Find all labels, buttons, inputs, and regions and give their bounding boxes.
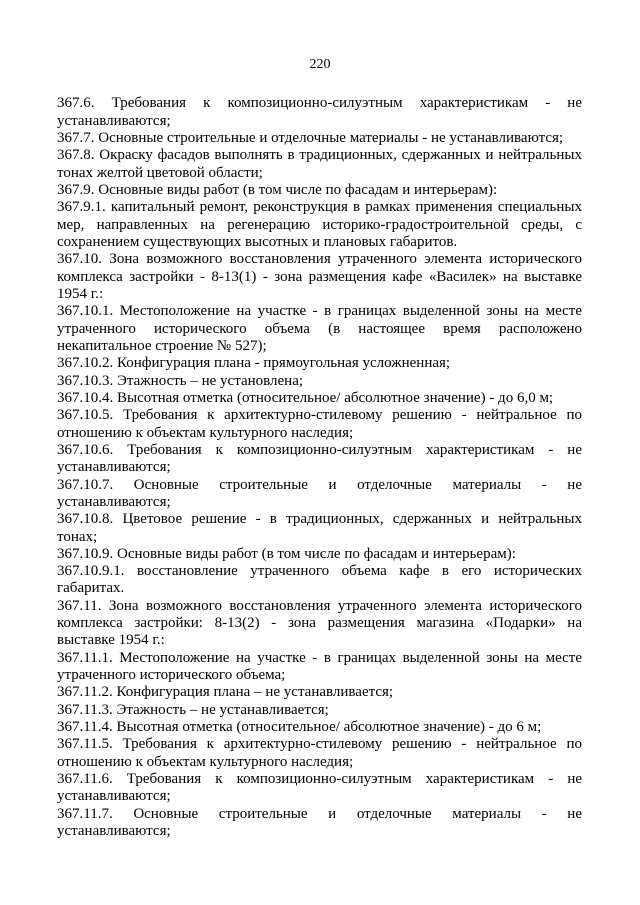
document-text-line: 367.10.1. Местоположение на участке - в границах выделенной зоны на месте xyxy=(57,303,582,320)
document-text-line: 367.10.4. Высотная отметка (относительное/ абсолютное значение) - до 6,0 м; xyxy=(57,389,554,406)
document-text-line: устанавливаются; xyxy=(57,112,171,129)
document-text-line: утраченного исторического объема (в настоящее время расположено xyxy=(57,320,582,337)
document-text-line: 367.9. Основные виды работ (в том числе по фасадам и интерьерам): xyxy=(57,181,498,198)
document-text-line: 367.11.5. Требования к архитектурно-стилевому решению - нейтральное по xyxy=(57,736,582,753)
document-text-line: отношению к объектам культурного наследия; xyxy=(57,753,354,770)
document-text-line: устанавливаются; xyxy=(57,459,171,476)
document-text-line: 367.11.4. Высотная отметка (относительное/ абсолютное значение) - до 6 м; xyxy=(57,719,542,736)
document-text-line: 367.10. Зона возможного восстановления утраченного элемента исторического xyxy=(57,251,582,268)
document-text-line: устанавливаются; xyxy=(57,493,171,510)
document-text-line: 367.11.6. Требования к композиционно-силуэтным характеристикам - не xyxy=(57,771,582,788)
document-text-line: комплекса застройки - 8-13(1) - зона размещения кафе «Василек» на выставке xyxy=(57,268,582,285)
document-text-line: некапитальное строение № 527); xyxy=(57,337,267,354)
document-text-line: мер, направленных на регенерацию историко-градостроительной среды, с xyxy=(57,216,582,233)
document-text-line: сохранением существующих высотных и плановых габаритов. xyxy=(57,233,458,250)
document-text-line: 367.10.8. Цветовое решение - в традиционных, сдержанных и нейтральных xyxy=(57,511,582,528)
document-text-line: 367.10.5. Требования к архитектурно-стилевому решению - нейтральное по xyxy=(57,407,582,424)
document-text-line: 367.8. Окраску фасадов выполнять в традиционных, сдержанных и нейтральных xyxy=(57,147,582,164)
document-text-line: 367.11.7. Основные строительные и отделочные материалы - не xyxy=(57,805,582,822)
document-text-line: габаритах. xyxy=(57,580,125,597)
document-text-line: 367.9.1. капитальный ремонт, реконструкция в рамках применения специальных xyxy=(57,199,582,216)
document-text-line: 367.11.2. Конфигурация плана – не устанавливается; xyxy=(57,684,394,701)
document-text-line: 367.10.9.1. восстановление утраченного объема кафе в его исторических xyxy=(57,563,582,580)
document-text-line: устанавливаются; xyxy=(57,823,171,840)
document-text-line: устанавливаются; xyxy=(57,788,171,805)
document-text-line: 367.10.2. Конфигурация плана - прямоугольная усложненная; xyxy=(57,355,451,372)
document-text-line: 367.10.6. Требования к композиционно-силуэтным характеристикам - не xyxy=(57,441,582,458)
document-text-line: отношению к объектам культурного наследия; xyxy=(57,424,354,441)
document-text-line: 367.11.3. Этажность – не устанавливается; xyxy=(57,701,329,718)
document-text-line: 1954 г.: xyxy=(57,285,104,302)
page-number: 220 xyxy=(309,57,331,72)
document-text-line: 367.11.1. Местоположение на участке - в границах выделенной зоны на месте xyxy=(57,649,582,666)
document-text-line: 367.10.9. Основные виды работ (в том числе по фасадам и интерьерам): xyxy=(57,545,516,562)
document-text-line: 367.6. Требования к композиционно-силуэтным характеристикам - не xyxy=(57,95,582,112)
document-text-line: комплекса застройки: 8-13(2) - зона размещения магазина «Подарки» на xyxy=(57,615,582,632)
document-text-line: 367.10.3. Этажность – не установлена; xyxy=(57,372,304,389)
document-text-line: 367.7. Основные строительные и отделочные материалы - не устанавливаются; xyxy=(57,129,564,146)
document-text-line: утраченного исторического объема; xyxy=(57,667,286,684)
document-body xyxy=(57,95,582,840)
document-text-line: выставке 1954 г.: xyxy=(57,632,165,649)
document-text-line: 367.11. Зона возможного восстановления утраченного элемента исторического xyxy=(57,597,582,614)
document-text-line: 367.10.7. Основные строительные и отделочные материалы - не xyxy=(57,476,582,493)
document-text-line: тонах; xyxy=(57,528,98,545)
document-text-line: тонах желтой цветовой области; xyxy=(57,164,263,181)
